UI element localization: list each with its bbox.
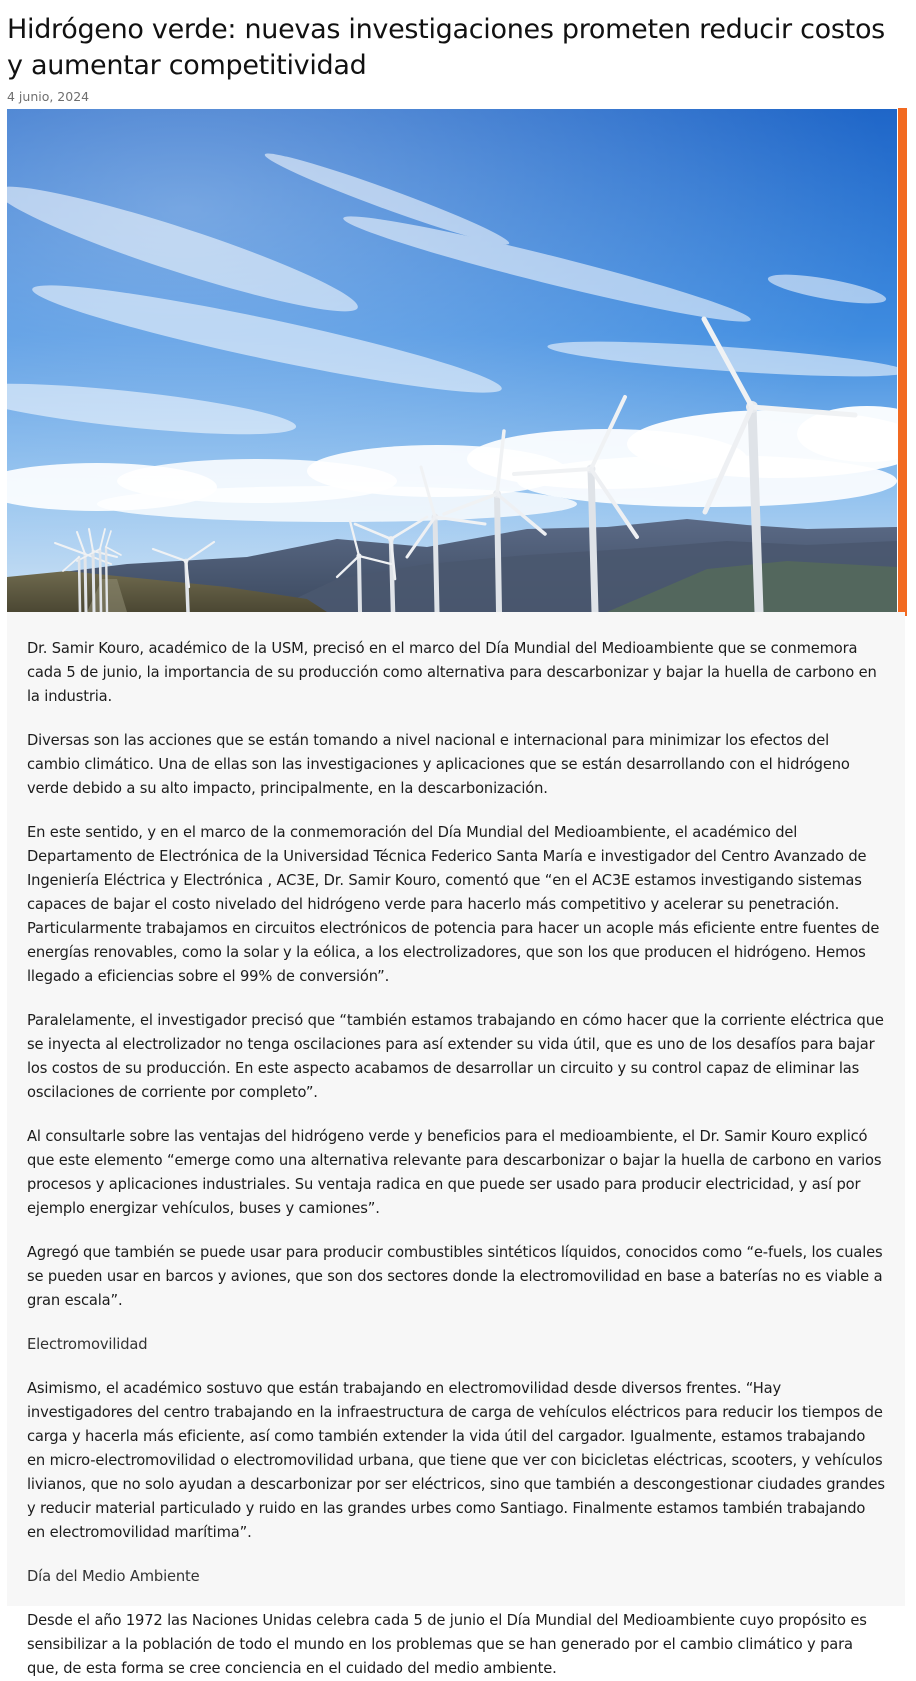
article-paragraph-6: Agregó que también se puede usar para producir combustibles sintéticos líquidos, conocidos como “e-fuels, los cuales se pueden usar en barcos y aviones, que son dos sectores donde la electromovilidad en base a baterías no es viable a gran escala”. xyxy=(27,1244,883,1309)
accent-bar xyxy=(898,108,907,616)
article-date: 4 junio, 2024 xyxy=(7,89,90,104)
section-heading-medio-ambiente: Día del Medio Ambiente xyxy=(27,1568,200,1585)
section-paragraph-electromovilidad: Asimismo, el académico sostuvo que están trabajando en electromovilidad desde diversos frentes. “Hay investigadores del centro trabajando en la infraestructura de carga de vehículos eléctricos para reducir los tiempos de carga y hacerla más eficiente, así como también extender la vida útil del cargador. Igualmente, estamos trabajando en micro-electromovilidad o electromovilidad urbana, que tiene que ver con bicicletas eléctricas, scooters, y vehículos livianos, que no solo ayudan a descarbonizar por ser eléctricos, sino que también a descongestionar ciudades grandes y reducir material particulado y ruido en las grandes urbes como Santiago. Finalmente estamos también trabajando en electromovilidad marítima”. xyxy=(27,1380,885,1541)
article-paragraph-4: Paralelamente, el investigador precisó que “también estamos trabajando en cómo hacer que la corriente eléctrica que se inyecta al electrolizador no tenga oscilaciones para así extender su vida útil, que es uno de los desafíos para bajar los costos de su producción. En este aspecto acabamos de desarrollar un circuito y su control capaz de eliminar las oscilaciones de corriente por completo”. xyxy=(27,1012,884,1101)
hero-image xyxy=(7,109,897,612)
article-title: Hidrógeno verde: nuevas investigaciones prometen reducir costos y aumentar competitividad xyxy=(7,14,885,81)
section-heading-electromovilidad: Electromovilidad xyxy=(27,1336,148,1353)
article-body xyxy=(7,612,905,1677)
article-paragraph-5: Al consultarle sobre las ventajas del hidrógeno verde y beneficios para el medioambiente, el Dr. Samir Kouro explicó que este elemento “emerge como una alternativa relevante para descarbonizar o bajar la huella de carbono en varios procesos y aplicaciones industriales. Su ventaja radica en que puede ser usado para producir electricidad, y así por ejemplo energizar vehículos, buses y camiones”. xyxy=(27,1128,882,1217)
section-paragraph-medio-ambiente: Desde el año 1972 las Naciones Unidas celebra cada 5 de junio el Día Mundial del Medioambiente cuyo propósito es sensibilizar a la población de todo el mundo en los problemas que se han generado por el cambio climático y para que, de esta forma se cree conciencia en el cuidado del medio ambiente. xyxy=(27,1612,867,1677)
article-paragraph-2: Diversas son las acciones que se están tomando a nivel nacional e internacional para minimizar los efectos del cambio climático. Una de ellas son las investigaciones y aplicaciones que se están desarrollando con el hidrógeno verde debido a su alto impacto, principalmente, en la descarbonización. xyxy=(27,732,850,797)
wind-turbines-photo-icon xyxy=(7,109,897,612)
article-paragraph-1: Dr. Samir Kouro, académico de la USM, precisó en el marco del Día Mundial del Medioambiente que se conmemora cada 5 de junio, la importancia de su producción como alternativa para descarbonizar y bajar la huella de carbono en la industria. xyxy=(27,640,877,705)
article-paragraph-3: En este sentido, y en el marco de la conmemoración del Día Mundial del Medioambiente, el académico del Departamento de Electrónica de la Universidad Técnica Federico Santa María e investigador del Centro Avanzado de Ingeniería Eléctrica y Electrónica , AC3E, Dr. Samir Kouro, comentó que “en el AC3E estamos investigando sistemas capaces de bajar el costo nivelado del hidrógeno verde para hacerlo más competitivo y acelerar su penetración. Particularmente trabajamos en circuitos electrónicos de potencia para hacer un acople más eficiente entre fuentes de energías renovables, como la solar y la eólica, a los electrolizadores, que son los que producen el hidrógeno. Hemos llegado a eficiencias sobre el 99% de conversión”. xyxy=(27,824,880,985)
